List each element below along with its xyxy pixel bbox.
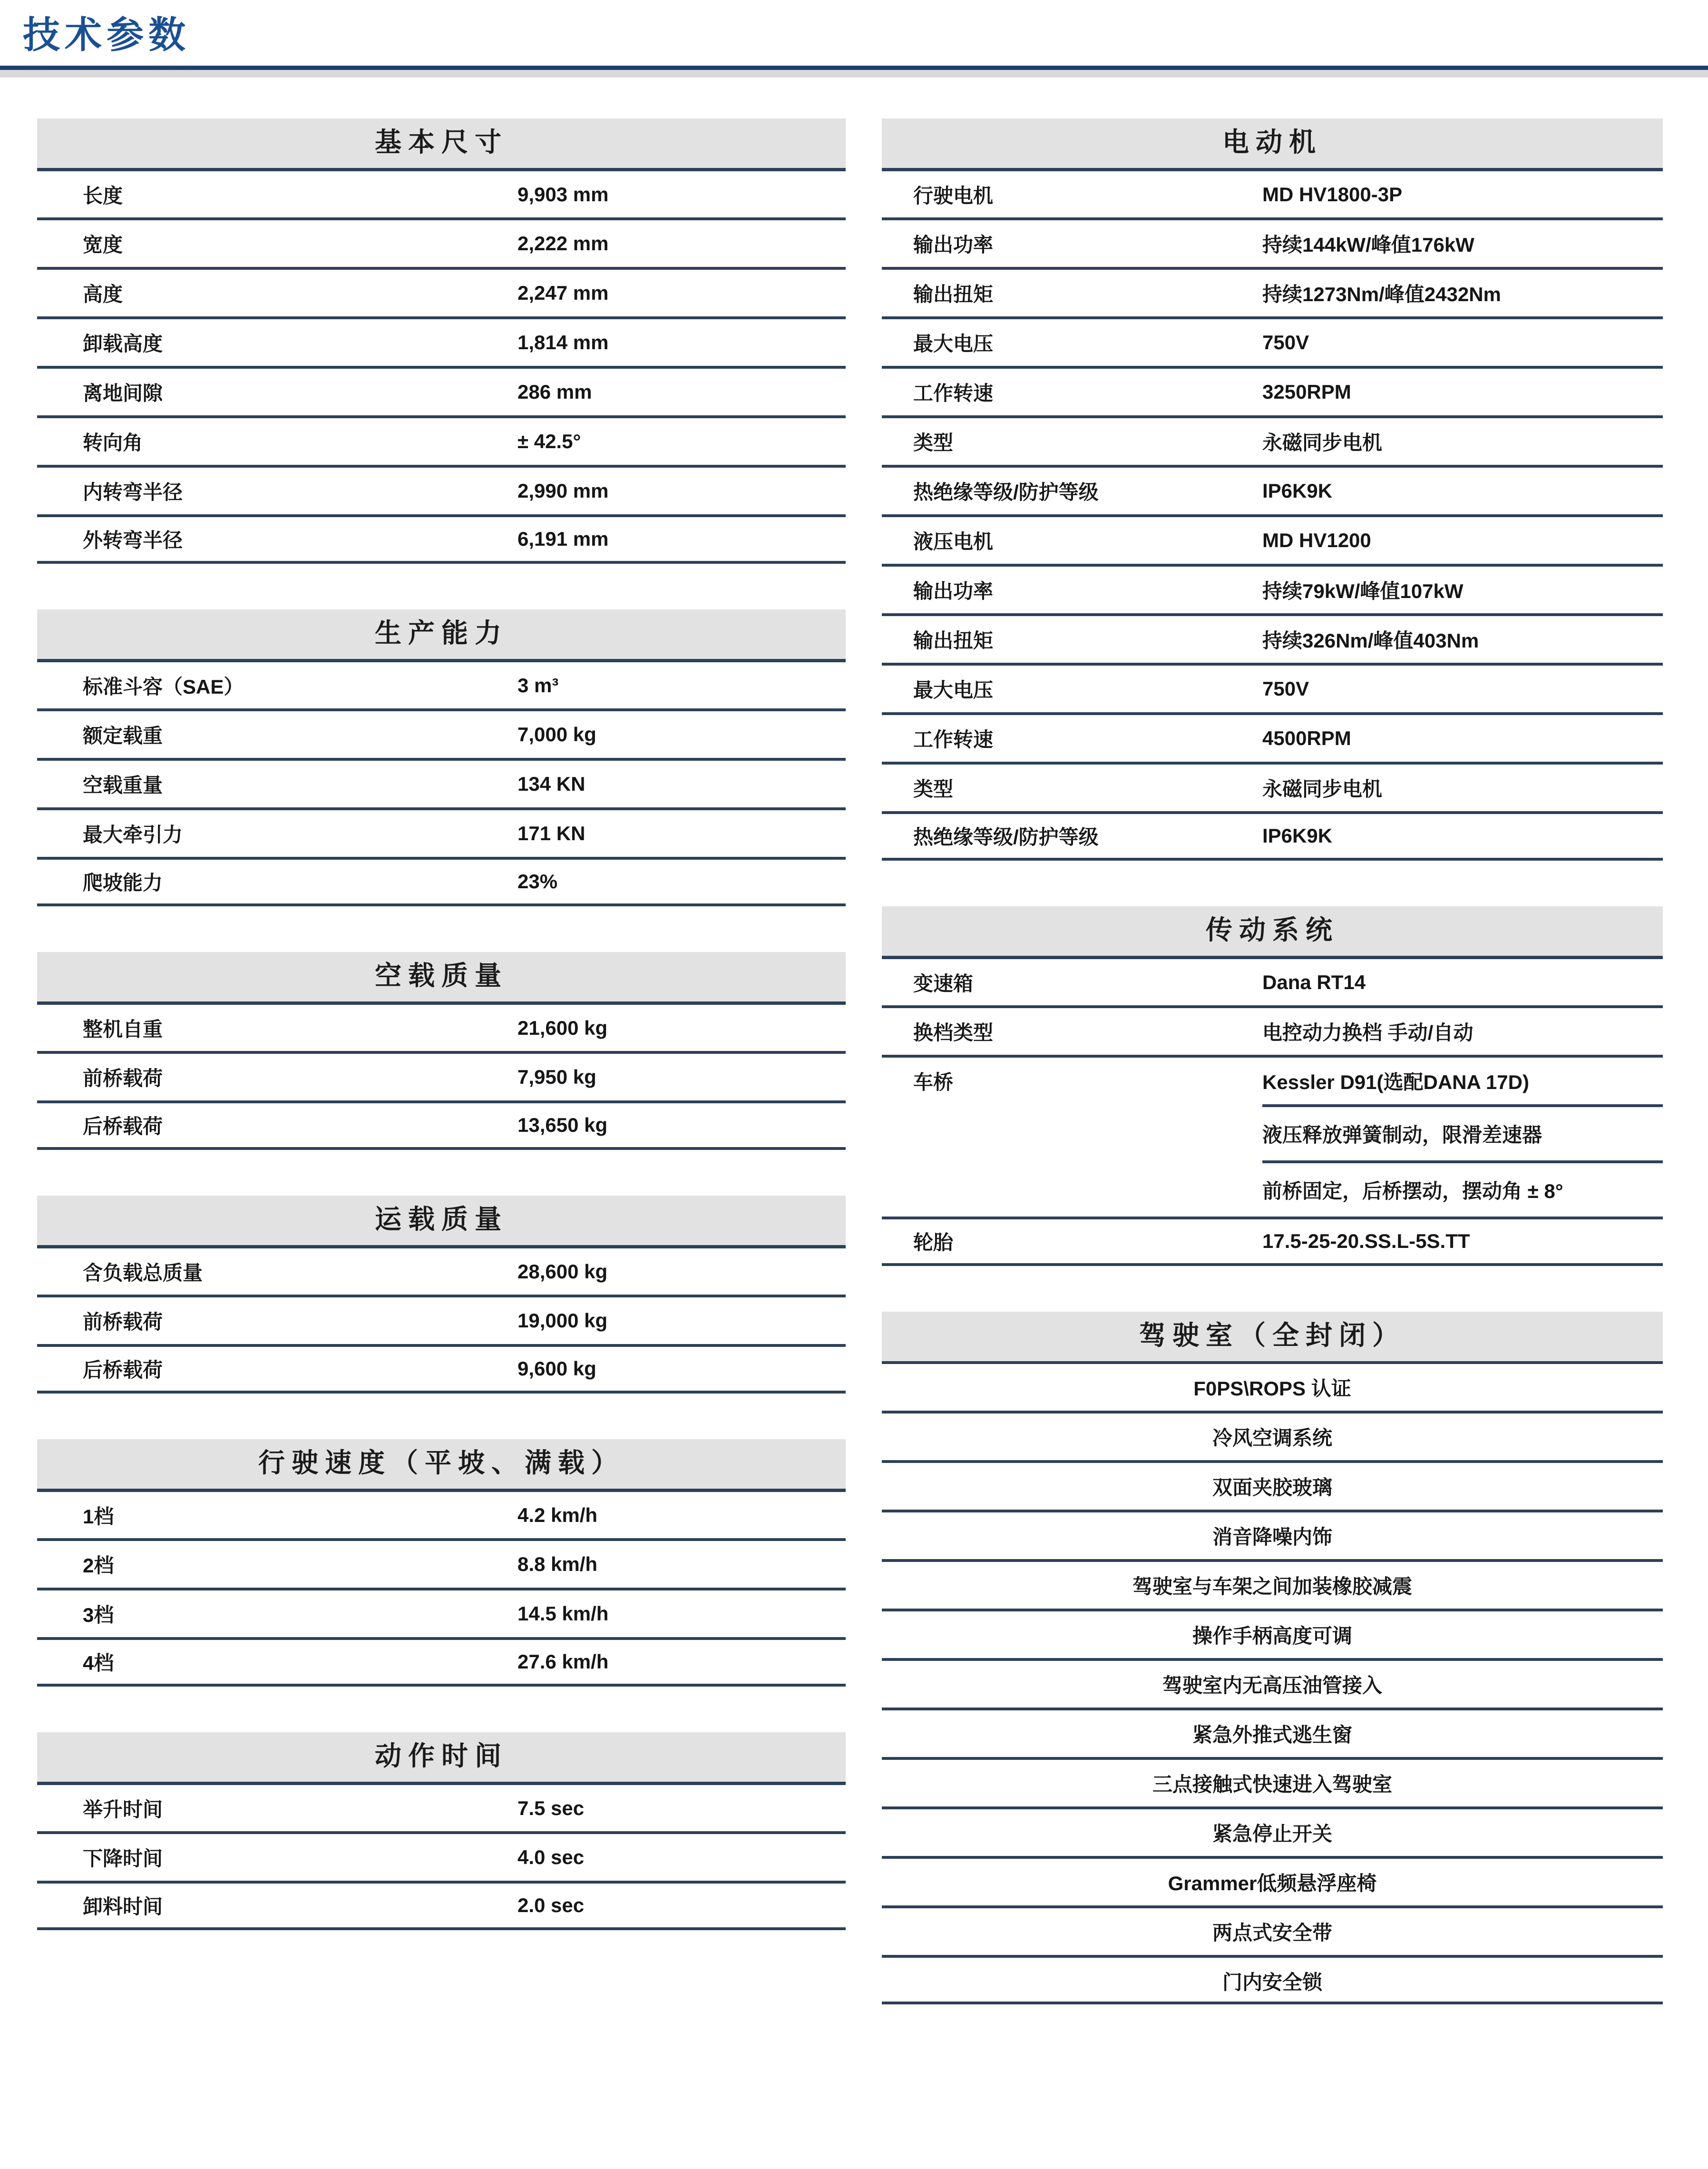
spec-row [882, 415, 1663, 465]
spec-value: 13,650 kg [517, 1114, 608, 1136]
spec-label: 工作转速 [913, 728, 994, 751]
spec-row [37, 807, 846, 857]
spec-value-cell [517, 480, 608, 502]
spec-value-cell [1262, 279, 1501, 307]
spec-value-cell [517, 183, 608, 206]
spec-value: 2,990 mm [517, 480, 609, 502]
spec-value: Dana RT14 [1262, 971, 1366, 993]
spec-value: 28,600 kg [517, 1260, 608, 1283]
spec-value-cell [517, 331, 608, 354]
spec-row [37, 1001, 846, 1051]
spec-label: 爬坡能力 [83, 872, 163, 894]
spec-value: 3 m³ [517, 674, 559, 697]
spec-value-cell [517, 381, 592, 403]
spec-row [882, 613, 1663, 663]
spec-value: 21,600 kg [517, 1016, 608, 1039]
spec-row [37, 316, 846, 366]
spec-value: 750V [1262, 677, 1309, 700]
spec-rows [37, 659, 846, 906]
spec-value: 8.8 km/h [517, 1553, 598, 1575]
spec-value: MD HV1200 [1262, 529, 1371, 551]
spec-label: 高度 [83, 283, 123, 305]
spec-row [882, 712, 1663, 762]
spec-value-cell [1262, 576, 1463, 604]
spec-value-cell [517, 1066, 596, 1089]
block-title: 空载质量 [37, 952, 846, 1001]
spec-label: 前桥载荷 [83, 1067, 163, 1089]
block-title: 基本尺寸 [37, 118, 846, 168]
spec-value: 134 KN [517, 773, 586, 795]
block-title: 行驶速度（平坡、满载） [37, 1439, 846, 1489]
spec-row [882, 811, 1663, 861]
spec-value-cell [517, 430, 581, 453]
spec-row [37, 1344, 846, 1394]
spec-label: 类型 [913, 778, 954, 800]
spec-label: 热绝缘等级/防护等级 [913, 826, 1099, 848]
spec-value-cell [517, 1504, 597, 1527]
spec-value: 持续1273Nm/峰值2432Nm [1262, 283, 1501, 305]
spec-row [37, 465, 846, 514]
spec-value-cell [517, 870, 557, 893]
spec-value: 14.5 km/h [517, 1602, 609, 1625]
cab-feature-item: 紧急外推式逃生窗 [882, 1708, 1663, 1757]
spec-label: 热绝缘等级/防护等级 [913, 481, 1099, 503]
spec-value: 750V [1262, 331, 1309, 353]
block-title: 驾驶室（全封闭） [882, 1312, 1663, 1361]
spec-value: 7,000 kg [517, 723, 596, 746]
spec-value-cell [1262, 1230, 1470, 1253]
spec-value: 23% [517, 870, 558, 893]
spec-rows [882, 956, 1663, 1266]
spec-row [37, 267, 846, 316]
spec-value-cell [517, 1553, 597, 1576]
spec-block-基本尺寸 [37, 118, 846, 564]
spec-label: 输出扭矩 [913, 629, 994, 652]
spec-value: 3250RPM [1262, 381, 1351, 403]
spec-rows [37, 1245, 846, 1394]
spec-label: 内转弯半径 [83, 481, 183, 503]
spec-label: 输出功率 [913, 234, 994, 256]
spec-row [882, 465, 1663, 514]
spec-rows [882, 168, 1663, 861]
spec-value-cell [517, 1357, 596, 1380]
spec-value-cell [517, 1894, 584, 1917]
spec-value-cell [1262, 229, 1474, 258]
spec-row [882, 956, 1663, 1005]
spec-value-cell [1262, 774, 1382, 802]
spec-row [882, 1005, 1663, 1055]
spec-block-驾驶室-全封闭 [882, 1312, 1663, 2004]
cab-feature-item: 两点式安全带 [882, 1905, 1663, 1955]
spec-label: 换档类型 [913, 1021, 994, 1044]
spec-value-cell [517, 1260, 607, 1283]
spec-label: 3档 [83, 1604, 114, 1626]
spec-block-动作时间 [37, 1732, 846, 1930]
spec-value: 9,903 mm [517, 183, 609, 206]
spec-value-cell [517, 674, 558, 697]
spec-row [37, 1295, 846, 1344]
spec-label: 车桥 [913, 1071, 954, 1093]
spec-label: 最大牵引力 [83, 824, 183, 846]
block-title: 动作时间 [37, 1732, 846, 1782]
spec-value: 17.5-25-20.SS.L-5S.TT [1262, 1230, 1470, 1252]
spec-value-cell [1262, 529, 1371, 552]
spec-value: 286 mm [517, 381, 592, 403]
cab-feature-item: 驾驶室与车架之间加装橡胶减震 [882, 1559, 1663, 1609]
spec-row [37, 168, 846, 217]
spec-value: 7,950 kg [517, 1066, 596, 1088]
spec-value: 2,247 mm [517, 282, 609, 304]
spec-value-cell [517, 528, 608, 550]
spec-label: 后桥载荷 [83, 1115, 163, 1138]
spec-value: 1,814 mm [517, 331, 609, 353]
spec-row [882, 217, 1663, 267]
spec-row [37, 1051, 846, 1100]
cab-feature-item: 驾驶室内无高压油管接入 [882, 1658, 1663, 1708]
spec-value: 4.0 sec [517, 1846, 585, 1868]
spec-row [882, 1217, 1663, 1266]
spec-value-cell [517, 1846, 584, 1869]
spec-label: 2档 [83, 1554, 114, 1577]
spec-row [37, 758, 846, 807]
spec-block-运载质量 [37, 1196, 846, 1394]
spec-value: 2.0 sec [517, 1894, 585, 1916]
spec-value-cell [1262, 1067, 1529, 1095]
spec-row [882, 663, 1663, 712]
spec-value: ± 42.5° [517, 430, 581, 452]
spec-label: 工作转速 [913, 382, 994, 404]
spec-value: Kessler D91(选配DANA 17D) [1262, 1071, 1529, 1093]
spec-row [37, 1100, 846, 1150]
block-title: 运载质量 [37, 1196, 846, 1245]
spec-label: 轮胎 [913, 1231, 954, 1254]
spec-block-行驶速度-平坡-满载 [37, 1439, 846, 1687]
spec-label: 卸料时间 [83, 1895, 163, 1918]
spec-row [37, 659, 846, 708]
spec-row [37, 366, 846, 415]
spec-block-电动机 [882, 118, 1663, 861]
spec-row [37, 415, 846, 465]
spec-label: 宽度 [83, 234, 123, 256]
spec-value-cell [517, 822, 585, 845]
spec-row [37, 1881, 846, 1930]
page-title: 技术参数 [23, 14, 191, 56]
spec-value-cell [1262, 1160, 1663, 1217]
spec-label: 行驶电机 [913, 184, 994, 207]
cab-feature-item: 冷风空调系统 [882, 1411, 1663, 1460]
spec-value-cell [517, 1602, 608, 1625]
spec-value: 持续326Nm/峰值403Nm [1262, 629, 1479, 652]
spec-value-cell [1262, 971, 1366, 994]
spec-row [37, 514, 846, 564]
header-divider-line [0, 66, 1708, 70]
spec-rows [37, 1782, 846, 1930]
cab-feature-item: Grammer低频悬浮座椅 [882, 1856, 1663, 1905]
spec-row [882, 564, 1663, 613]
spec-value-cell [1262, 427, 1382, 456]
spec-label: 变速箱 [913, 972, 974, 995]
spec-body [0, 118, 1708, 2004]
left-column [37, 118, 846, 1930]
spec-value-cell [1262, 727, 1351, 750]
spec-rows [882, 1361, 1663, 2004]
cab-feature-item: 双面夹胶玻璃 [882, 1460, 1663, 1510]
spec-rows [37, 1489, 846, 1687]
spec-label: 类型 [913, 432, 954, 454]
spec-row [37, 1489, 846, 1538]
cab-feature-item: 三点接触式快速进入驾驶室 [882, 1757, 1663, 1806]
spec-row [37, 708, 846, 758]
cab-feature-item: F0PS\ROPS 认证 [882, 1361, 1663, 1411]
spec-row [882, 316, 1663, 366]
spec-row [37, 1245, 846, 1295]
spec-value: 6,191 mm [517, 528, 609, 550]
spec-rows [37, 1001, 846, 1150]
spec-value: 7.5 sec [517, 1796, 585, 1819]
spec-value-cell [517, 723, 596, 746]
spec-row [37, 1637, 846, 1687]
block-title: 生产能力 [37, 609, 846, 659]
spec-label: 离地间隙 [83, 382, 163, 404]
spec-label: 标准斗容（SAE） [83, 675, 244, 698]
spec-value-cell [1262, 381, 1351, 403]
spec-value: 持续144kW/峰值176kW [1262, 234, 1474, 256]
spec-value-cell [1262, 677, 1309, 700]
cab-feature-item: 紧急停止开关 [882, 1806, 1663, 1856]
spec-row [882, 762, 1663, 811]
spec-value-cell [517, 1797, 584, 1820]
spec-row [37, 857, 846, 906]
spec-rows [37, 168, 846, 564]
spec-label: 转向角 [83, 432, 143, 454]
cab-feature-item: 门内安全锁 [882, 1955, 1663, 2004]
spec-value: 永磁同步电机 [1262, 778, 1383, 800]
spec-value: 9,600 kg [517, 1357, 596, 1380]
spec-row [37, 1782, 846, 1831]
spec-row [37, 217, 846, 267]
spec-label: 额定载重 [83, 725, 163, 747]
spec-label: 最大电压 [913, 333, 994, 355]
spec-row [882, 168, 1663, 217]
spec-row [882, 366, 1663, 415]
spec-value: 171 KN [517, 822, 586, 844]
spec-value: 电控动力换档 手动/自动 [1262, 1021, 1474, 1044]
spec-row [882, 267, 1663, 316]
spec-value: 4.2 km/h [517, 1503, 598, 1526]
spec-value-cell [1262, 331, 1309, 354]
spec-value-cell [1262, 625, 1479, 654]
spec-value: 19,000 kg [517, 1309, 608, 1332]
spec-value-cell [517, 1650, 608, 1673]
spec-label: 输出扭矩 [913, 283, 994, 305]
block-title: 传动系统 [882, 906, 1663, 956]
spec-value-cell [517, 232, 608, 255]
spec-value: IP6K9K [1262, 480, 1333, 502]
spec-label: 4档 [83, 1652, 114, 1674]
spec-block-传动系统 [882, 906, 1663, 1266]
spec-row [37, 1588, 846, 1637]
right-column [882, 118, 1663, 2004]
cab-feature-item: 消音降噪内饰 [882, 1510, 1663, 1559]
header-divider [0, 66, 1708, 78]
spec-value: 2,222 mm [517, 232, 609, 255]
spec-value-cell [1262, 1017, 1473, 1046]
spec-value: 4500RPM [1262, 727, 1351, 749]
spec-label: 整机自重 [83, 1018, 163, 1040]
cab-feature-item: 操作手柄高度可调 [882, 1609, 1663, 1658]
spec-label: 空载重量 [83, 774, 163, 796]
spec-value-cell [1262, 1104, 1663, 1160]
spec-value: 持续79kW/峰值107kW [1262, 580, 1464, 602]
spec-value: 前桥固定，后桥摆动，摆动角 ± 8° [1262, 1160, 1663, 1217]
spec-label: 输出功率 [913, 580, 994, 602]
spec-row [37, 1831, 846, 1881]
spec-label: 液压电机 [913, 530, 994, 553]
spec-value-cell [1262, 480, 1332, 502]
spec-label: 后桥载荷 [83, 1359, 163, 1381]
spec-value-cell [517, 1017, 607, 1040]
spec-value: 27.6 km/h [517, 1650, 609, 1673]
spec-label: 卸载高度 [83, 333, 163, 355]
spec-value-cell [1262, 183, 1402, 206]
block-title: 电动机 [882, 118, 1663, 168]
spec-value: 液压释放弹簧制动，限滑差速器 [1262, 1104, 1663, 1160]
spec-value-cell [517, 1309, 607, 1332]
spec-label: 含负载总质量 [83, 1261, 203, 1284]
spec-row [882, 1160, 1663, 1217]
spec-label: 下降时间 [83, 1847, 163, 1870]
spec-value: MD HV1800-3P [1262, 183, 1403, 206]
spec-value-cell [517, 282, 608, 304]
spec-label: 外转弯半径 [83, 529, 183, 551]
spec-label: 前桥载荷 [83, 1311, 163, 1333]
spec-block-空载质量 [37, 952, 846, 1150]
spec-label: 1档 [83, 1505, 114, 1528]
spec-row [37, 1538, 846, 1588]
spec-value: 永磁同步电机 [1262, 432, 1383, 454]
spec-label: 举升时间 [83, 1798, 163, 1821]
spec-value-cell [517, 1114, 607, 1137]
spec-label: 最大电压 [913, 679, 994, 701]
spec-row [882, 1055, 1663, 1104]
page-header [0, 0, 1708, 56]
spec-block-生产能力 [37, 609, 846, 906]
spec-value: IP6K9K [1262, 824, 1333, 847]
spec-row [882, 1104, 1663, 1160]
spec-label: 长度 [83, 184, 123, 207]
header-divider-band [0, 70, 1708, 78]
spec-value-cell [517, 773, 585, 795]
spec-row [882, 514, 1663, 564]
spec-value-cell [1262, 824, 1332, 847]
